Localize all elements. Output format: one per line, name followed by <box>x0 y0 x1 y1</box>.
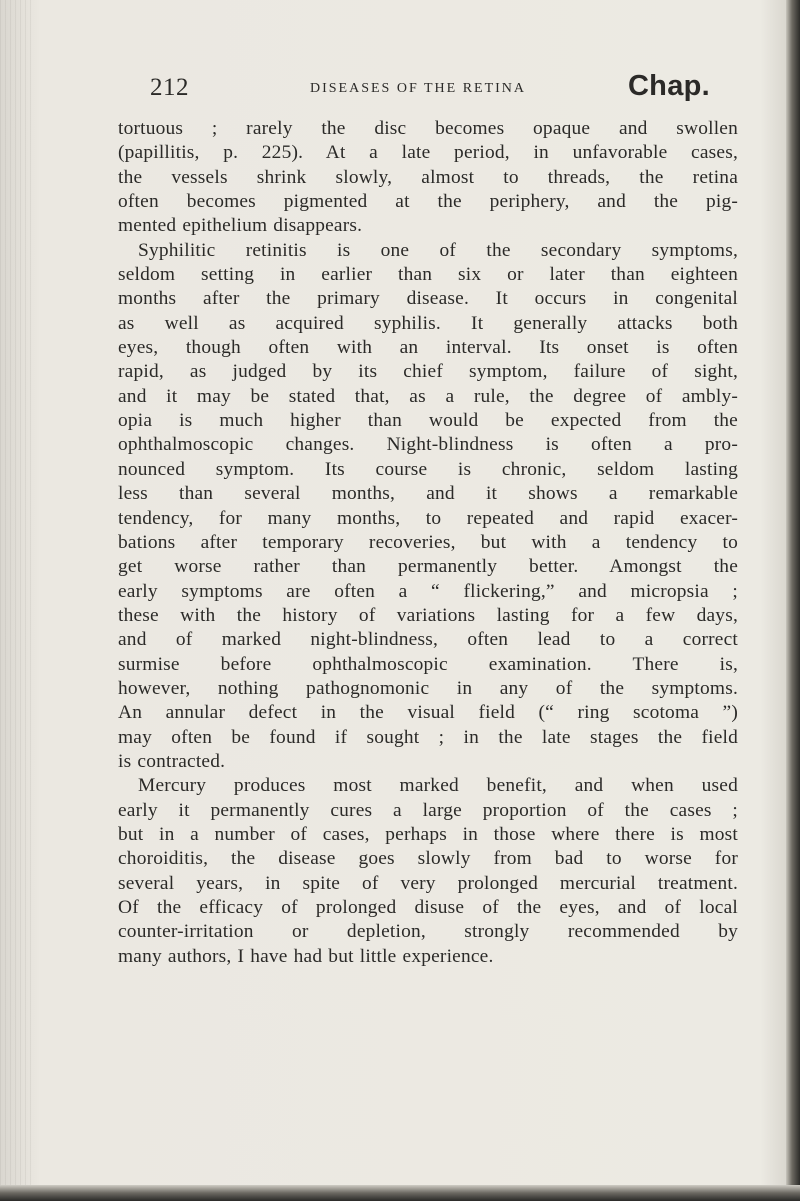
text-line: these with the history of variations lasting for a few days, <box>118 604 738 626</box>
text-line: months after the primary disease. It occurs in congenital <box>118 288 738 310</box>
text-line: rapid, as judged by its chief symptom, failure of sight, <box>118 361 738 383</box>
text-line: less than several months, and it shows a remarkable <box>118 483 738 505</box>
text-line: several years, in spite of very prolonged mercurial treatment. <box>118 872 738 894</box>
text-line: Syphilitic retinitis is one of the secondary symptoms, <box>138 239 738 261</box>
text-line: the vessels shrink slowly, almost to threads, the retina <box>118 166 738 188</box>
text-line: early symptoms are often a “ flickering,” and micropsia ; <box>118 580 738 602</box>
text-line: counter-irritation or depletion, strongly recommended by <box>118 921 738 943</box>
text-line: is contracted. <box>118 750 226 772</box>
text-line: seldom setting in earlier than six or later than eighteen <box>118 264 738 286</box>
text-line: however, nothing pathognomonic in any of the symptoms. <box>118 677 738 699</box>
text-line: early it permanently cures a large proportion of the cases ; <box>118 799 738 821</box>
text-line: Of the efficacy of prolonged disuse of the eyes, and of local <box>118 897 738 918</box>
text-line: may often be found if sought ; in the late stages the field <box>118 726 738 748</box>
page-header <box>150 70 710 114</box>
text-line: surmise before ophthalmoscopic examination. There is, <box>118 653 738 675</box>
text-line: tendency, for many months, to repeated and rapid exacer- <box>118 507 738 529</box>
text-line: and of marked night-blindness, often lead to a correct <box>118 629 738 651</box>
text-line: and it may be stated that, as a rule, the degree of ambly- <box>118 385 738 407</box>
chapter-label: Chap. <box>627 70 710 102</box>
page-edge-right <box>786 0 800 1201</box>
text-line: eyes, though often with an interval. Its onset is often <box>118 337 738 359</box>
text-line: (papillitis, p. 225). At a late period, in unfavorable cases, <box>118 142 738 164</box>
text-line: as well as acquired syphilis. It generally attacks both <box>118 312 738 334</box>
text-line: opia is much higher than would be expected from the <box>118 410 738 432</box>
text-line: tortuous ; rarely the disc becomes opaque and swollen <box>118 118 738 139</box>
text-line: An annular defect in the visual field (“ ring scotoma ”) <box>118 702 738 724</box>
text-line: many authors, I have had but little experience. <box>118 945 494 967</box>
text-line: bations after temporary recoveries, but with a tendency to <box>118 531 738 553</box>
text-line: but in a number of cases, perhaps in those where there is most <box>118 823 738 845</box>
running-head: DISEASES OF THE RETINA <box>310 81 527 96</box>
text-line: Mercury produces most marked benefit, and when used <box>138 775 738 797</box>
text-line: get worse rather than permanently better. Amongst the <box>118 556 738 578</box>
text-line: mented epithelium disappears. <box>118 215 363 237</box>
text-line: choroiditis, the disease goes slowly from bad to worse for <box>118 848 738 870</box>
text-line: nounced symptom. Its course is chronic, seldom lasting <box>118 458 738 480</box>
page-edge-bottom <box>0 1185 800 1201</box>
text-line: ophthalmoscopic changes. Night-blindness is often a pro- <box>118 434 738 456</box>
binding-shadow-left <box>0 0 34 1201</box>
text-line: often becomes pigmented at the periphery, and the pig- <box>118 191 738 213</box>
page-number: 212 <box>150 74 189 101</box>
body-text <box>118 117 738 969</box>
